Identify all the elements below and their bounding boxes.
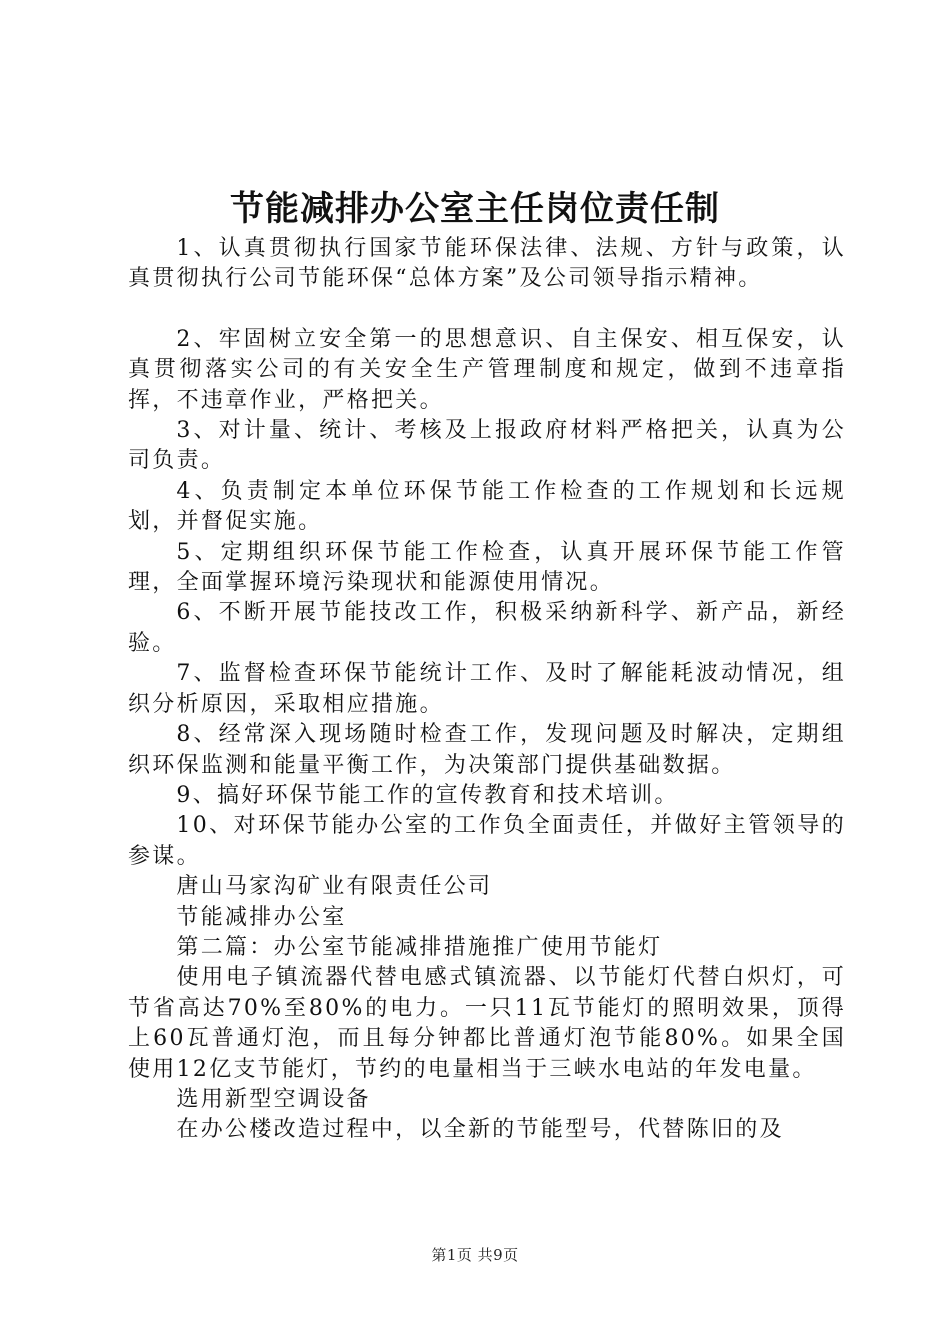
paragraph-4: 4、负责制定本单位环保节能工作检查的工作规划和长远规划，并督促实施。 — [128, 478, 846, 535]
paragraph-energy-lamps: 使用电子镇流器代替电感式镇流器、以节能灯代替白炽灯，可节省高达70%至80%的电力。一只11瓦节能灯的照明效果，顶得上60瓦普通灯泡，而且每分钟都比普通灯泡节能80%。如果全国使用12亿支节能灯，节约的电量相当于三峡水电站的年发电量。 — [128, 965, 846, 1082]
paragraph-8: 8、经常深入现场随时检查工作，发现问题及时解决，定期组织环保监测和能量平衡工作，为决策部门提供基础数据。 — [128, 722, 846, 778]
paragraph-5: 5、定期组织环保节能工作检查，认真开展环保节能工作管理，全面掌握环境污染现状和能源使用情况。 — [128, 539, 846, 596]
paragraph-1: 1、认真贯彻执行国家节能环保法律、法规、方针与政策，认真贯彻执行公司节能环保“总体方案”及公司领导指示精神。 — [128, 236, 846, 292]
paragraph-renovation: 在办公楼改造过程中，以全新的节能型号，代替陈旧的及 — [176, 1117, 784, 1143]
document-title: 节能减排办公室主任岗位责任制 — [230, 189, 720, 229]
paragraph-10: 10、对环保节能办公室的工作负全面责任，并做好主管领导的参谋。 — [128, 813, 846, 869]
paragraph-7: 7、监督检查环保节能统计工作、及时了解能耗波动情况，组织分析原因，采取相应措施。 — [128, 661, 846, 717]
document-body — [128, 234, 846, 1146]
section-heading: 第二篇：办公室节能减排措施推广使用节能灯 — [176, 934, 663, 960]
office-name: 节能减排办公室 — [176, 904, 347, 930]
paragraph-9: 9、搞好环保节能工作的宣传教育和技术培训。 — [176, 782, 679, 808]
page-number: 第1页 共9页 — [431, 1246, 519, 1264]
subheading-air-conditioning: 选用新型空调设备 — [176, 1086, 371, 1112]
paragraph-3: 3、对计量、统计、考核及上报政府材料严格把关，认真为公司负责。 — [128, 418, 846, 474]
paragraph-6: 6、不断开展节能技改工作，积极采纳新科学、新产品，新经验。 — [128, 600, 846, 656]
paragraph-2: 2、牢固树立安全第一的思想意识、自主保安、相互保安，认真贯彻落实公司的有关安全生产管理制度和规定，做到不违章指挥，不违章作业，严格把关。 — [128, 326, 846, 413]
company-name: 唐山马家沟矿业有限责任公司 — [176, 874, 493, 900]
